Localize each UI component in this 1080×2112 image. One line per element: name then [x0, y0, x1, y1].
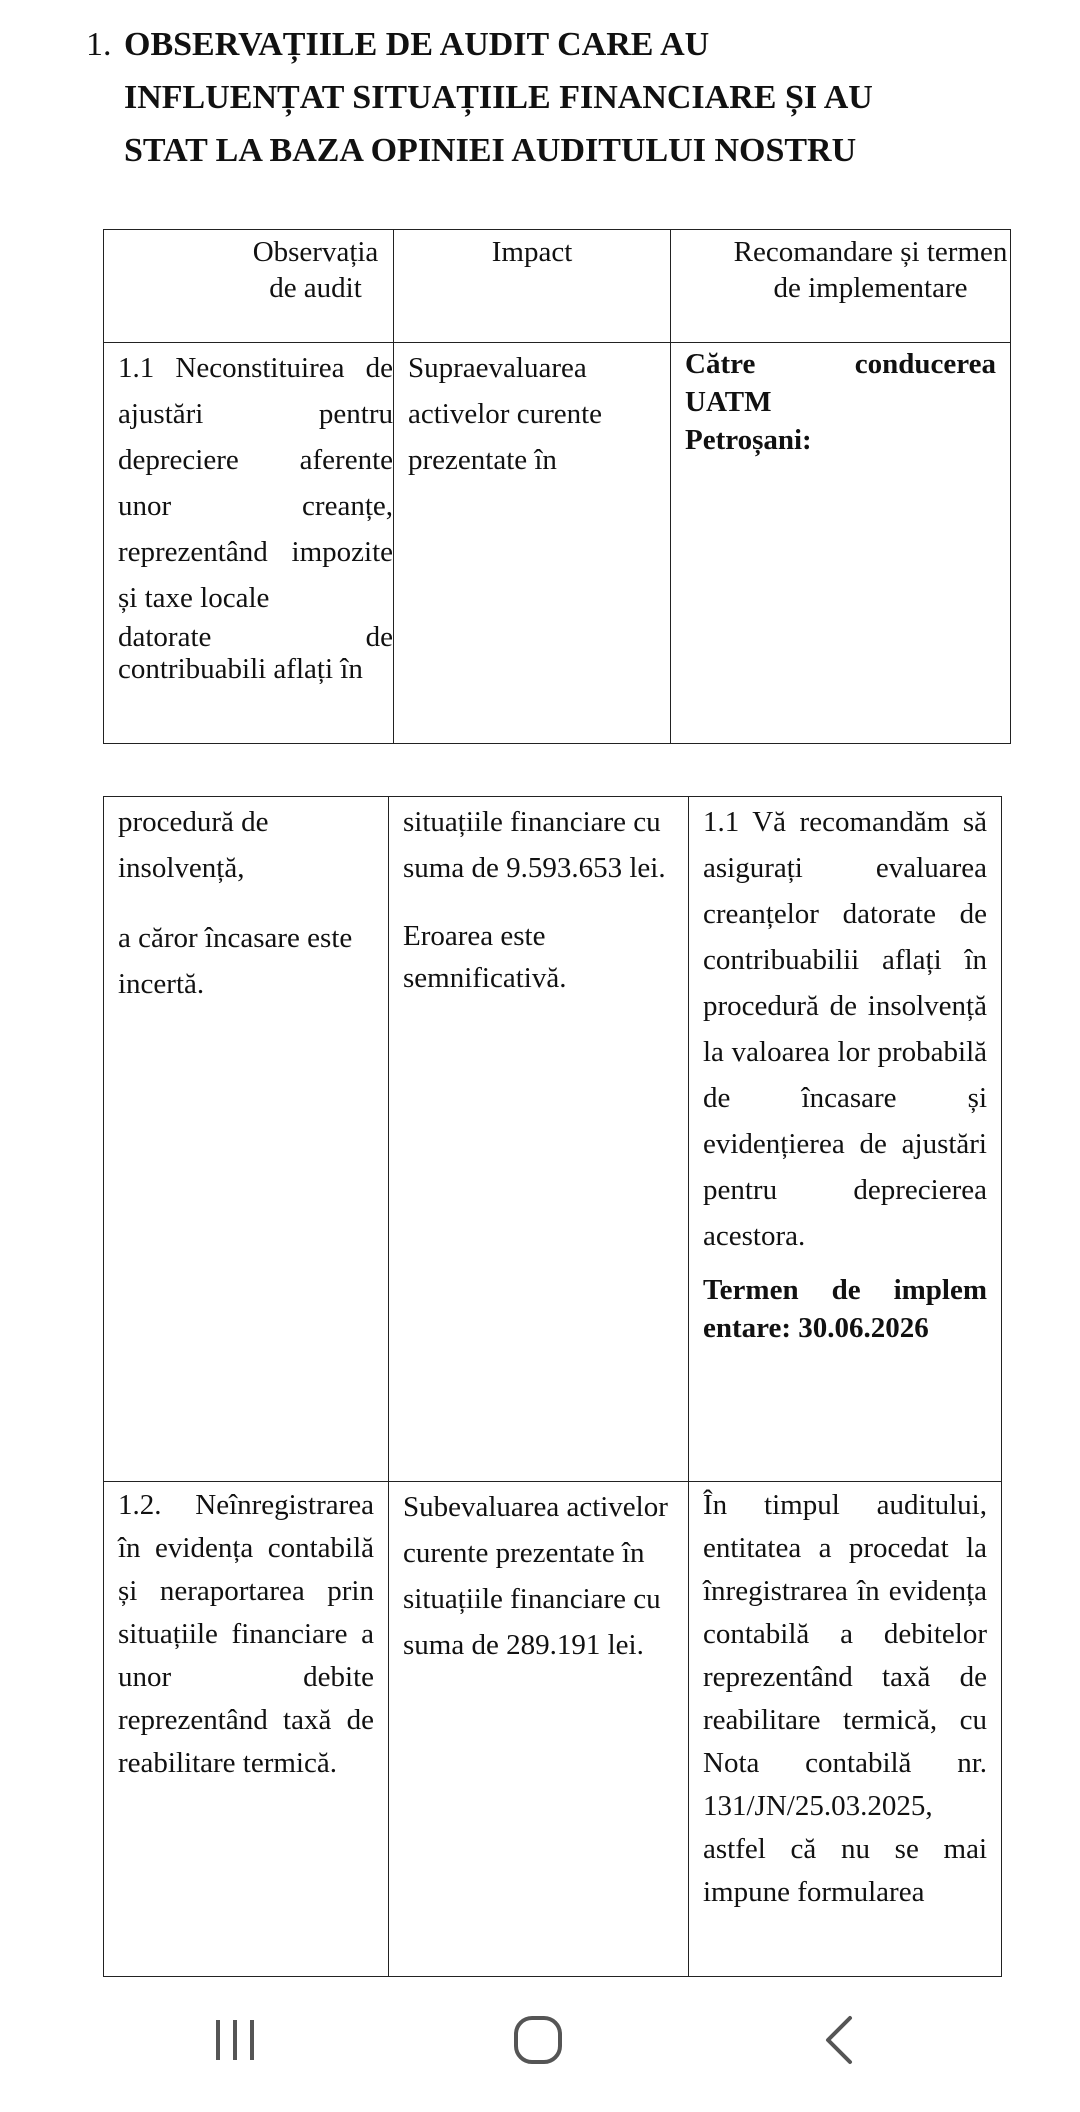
android-navigation-bar — [0, 1990, 1080, 2112]
table-row — [104, 797, 1002, 1482]
home-button[interactable] — [493, 2010, 583, 2070]
section-title: OBSERVAȚIILE DE AUDIT CARE AU INFLUENȚAT SITUAȚIILE FINANCIARE ȘI AU STAT LA BAZA OPINIEI AUDITULUI NOSTRU — [124, 26, 873, 169]
deadline-text: Termen de implem entare: 30.06.2026 — [703, 1274, 987, 1344]
observation-cell — [104, 343, 394, 744]
impact-cell — [389, 1482, 689, 1977]
audit-table-top — [103, 229, 1011, 744]
section-heading — [86, 18, 1026, 177]
table-row — [104, 343, 1011, 744]
recommendation-addressee: Către conducerea UATM — [685, 348, 996, 418]
home-icon — [511, 2013, 565, 2067]
table-header-row — [104, 230, 1011, 343]
recommendation-entity: Petroșani: — [685, 424, 812, 456]
recommendation-text: 1.1 Vă recomandăm să asigurați evaluarea creanțelor datorate de contribuabilii aflați în procedură de insolvență la valoarea lor probabilă de încasare și evidențierea de ajustări pentru deprecierea acestora. — [703, 806, 987, 1252]
impact-text-p2: Eroarea este semnificativă. — [403, 920, 567, 994]
observation-cell — [104, 797, 389, 1482]
recommendation-text: În timpul auditului, entitatea a procedat la înregistrarea în evidența contabilă a debitelor reprezentând taxă de reabilitare termică, cu Nota contabilă nr. 131/JN/25.03.2025, astfel că nu se mai impune formularea — [703, 1489, 987, 1908]
audit-table-continued — [103, 796, 1002, 1977]
observation-text: 1.2. Neînregistrarea în evidența contabilă și neraportarea prin situațiile financiare a unor debite reprezentând taxă de reabilitare termică. — [118, 1489, 374, 1779]
impact-text-p1: situațiile financiare cu suma de 9.593.653 lei. — [403, 806, 666, 884]
table-row — [104, 1482, 1002, 1977]
back-icon — [820, 2013, 860, 2067]
recommendation-cell — [689, 1482, 1002, 1977]
back-button[interactable] — [795, 2010, 885, 2070]
header-observation: Observația de audit — [104, 230, 394, 343]
recents-button[interactable] — [190, 2010, 280, 2070]
observation-cell — [104, 1482, 389, 1977]
header-impact: Impact — [394, 230, 671, 343]
observation-text-p1: procedură de insolvență, — [118, 806, 269, 884]
recommendation-cell — [671, 343, 1011, 744]
recents-icon — [210, 2016, 260, 2064]
recommendation-cell — [689, 797, 1002, 1482]
impact-text: Subevaluarea activelor curente prezentate în situațiile financiare cu suma de 289.191 lei. — [403, 1491, 668, 1661]
section-number: 1. — [86, 26, 112, 63]
observation-text-a: 1.1 Neconstituirea de ajustări pentru depreciere aferente unor creanțe, reprezentând impozite și taxe locale — [118, 352, 393, 614]
header-recommendation: Recomandare și termen de implementare — [671, 230, 1011, 343]
impact-cell — [389, 797, 689, 1482]
observation-text-p2: a căror încasare este incertă. — [118, 922, 353, 1000]
observation-text-b: datorate de contribuabili aflați în — [118, 621, 393, 685]
impact-text: Supraevaluarea activelor curente prezentate în — [408, 352, 603, 476]
impact-cell — [394, 343, 671, 744]
